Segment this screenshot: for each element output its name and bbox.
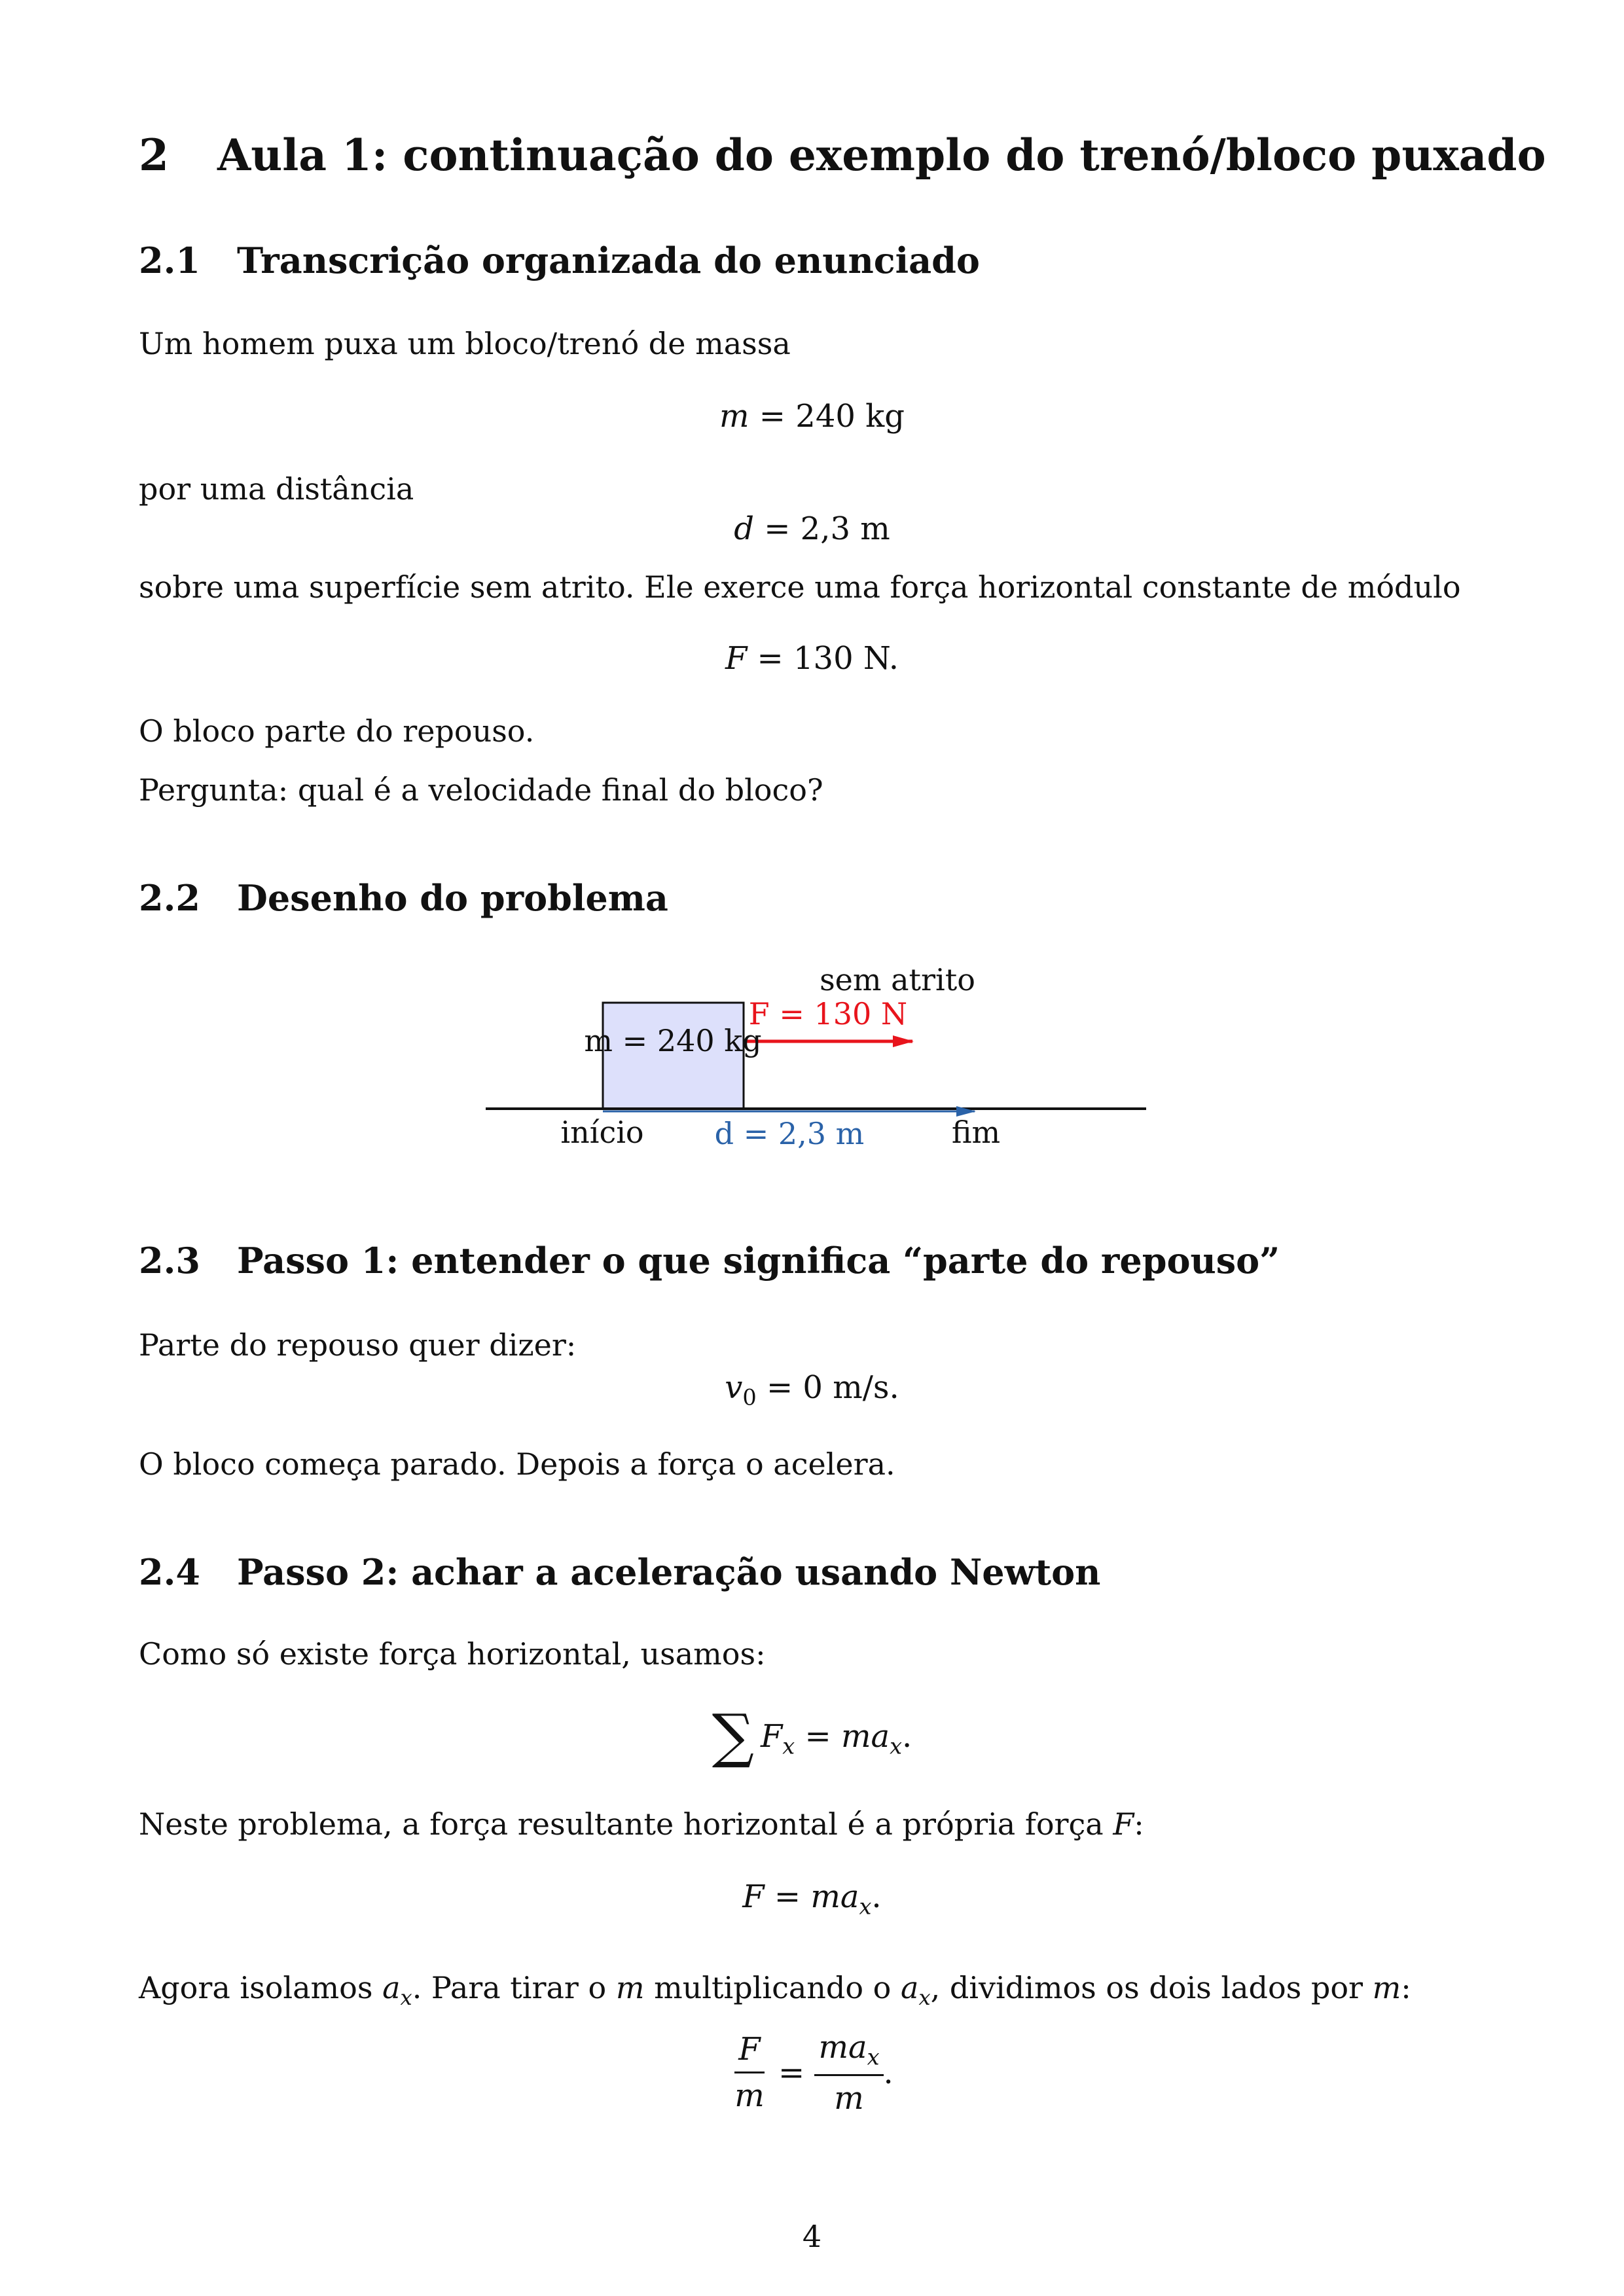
subsection-heading-2-2 <box>139 877 668 919</box>
eq-rest: = 240 kg <box>749 398 905 435</box>
fraction-right <box>814 2029 883 2117</box>
text: multiplicando o <box>644 1970 901 2005</box>
inline-var: m <box>615 1970 645 2005</box>
eq-var: ma <box>840 1718 890 1755</box>
eq-var: ma <box>818 2029 867 2066</box>
subsection-heading-2-4 <box>139 1551 1100 1593</box>
equation-f-ma <box>0 1878 1624 1920</box>
eq-rest: = 2,3 m <box>753 511 890 547</box>
problem-diagram <box>0 942 1624 1191</box>
eq-sign: = <box>795 1718 841 1755</box>
paragraph-starts-stopped: O bloco começa parado. Depois a força o acelera. <box>139 1446 895 1482</box>
eq-var: m <box>719 398 749 435</box>
equation-mass <box>0 398 1624 435</box>
subsection-number: 2.2 <box>139 877 200 919</box>
subsection-title: Desenho do problema <box>237 877 668 919</box>
paragraph-question: Pergunta: qual é a velocidade final do bloco? <box>139 772 823 808</box>
paragraph-horizontal-force: Como só existe força horizontal, usamos: <box>139 1636 766 1672</box>
eq-end: . <box>883 2054 893 2091</box>
subsection-title: Transcrição organizada do enunciado <box>237 240 980 281</box>
distance-label: d = 2,3 m <box>714 1116 865 1151</box>
start-label: início <box>560 1115 644 1150</box>
eq-end: . <box>871 1878 882 1915</box>
inline-var: F <box>1113 1806 1134 1842</box>
frac-den: m <box>834 2079 864 2117</box>
eq-sub: x <box>867 2044 880 2070</box>
force-label: F = 130 N <box>748 996 908 1031</box>
paragraph-rest: O bloco parte do repouso. <box>139 713 535 749</box>
paragraph-distance-intro: por uma distância <box>139 471 414 507</box>
text: : <box>1134 1806 1144 1842</box>
surface-label: sem atrito <box>820 962 975 997</box>
section-title: Aula 1: continuação do exemplo do trenó/bloco puxado <box>217 130 1546 181</box>
subsection-title: Passo 2: achar a aceleração usando Newton <box>237 1551 1101 1593</box>
paragraph-isolate <box>139 1970 1411 2010</box>
subsection-title: Passo 1: entender o que significa “parte do repouso” <box>237 1240 1280 1282</box>
equation-v0 <box>0 1369 1624 1410</box>
inline-sub: x <box>918 1985 931 2011</box>
eq-var: F <box>760 1718 783 1755</box>
eq-rest: = 0 m/s. <box>756 1369 899 1406</box>
text: , dividimos os dois lados por <box>930 1970 1373 2005</box>
inline-var: a <box>382 1970 401 2005</box>
eq-sub: 0 <box>742 1384 757 1410</box>
sum-symbol: ∑ <box>712 1702 754 1770</box>
paragraph-mass-intro: Um homem puxa um bloco/trenó de massa <box>139 326 791 361</box>
frac-num <box>814 2029 883 2076</box>
eq-sub: x <box>859 1893 872 1920</box>
text: Neste problema, a força resultante horizontal é a própria força <box>139 1806 1113 1842</box>
eq-var: d <box>734 511 754 547</box>
subsection-number: 2.1 <box>139 240 200 281</box>
frac-num: F <box>734 2031 764 2073</box>
subsection-heading-2-3 <box>139 1240 1280 1282</box>
equation-distance <box>0 511 1624 547</box>
text: Agora isolamos <box>139 1970 383 2005</box>
eq-var: v <box>725 1369 743 1406</box>
paragraph-resultant-force <box>139 1806 1144 1842</box>
fraction-left <box>731 2031 768 2114</box>
equation-force <box>0 640 1624 677</box>
equation-newton-sum <box>0 1702 1624 1770</box>
text: . Para tirar o <box>412 1970 616 2005</box>
frac-den: m <box>734 2077 765 2115</box>
eq-var: F <box>742 1878 765 1915</box>
end-label: fim <box>951 1115 1001 1150</box>
subsection-heading-2-1 <box>139 240 980 281</box>
paragraph-rest-meaning: Parte do repouso quer dizer: <box>139 1327 577 1363</box>
eq-var: F <box>725 640 748 677</box>
eq-rest: = 130 N. <box>747 640 899 677</box>
equation-divide-by-m <box>0 2029 1624 2117</box>
text: : <box>1401 1970 1411 2005</box>
mass-label: m = 240 kg <box>584 1023 762 1058</box>
paragraph-force-intro: sobre uma superfície sem atrito. Ele exerce uma força horizontal constante de módulo <box>139 569 1461 605</box>
inline-var: m <box>1372 1970 1401 2005</box>
inline-var: a <box>901 1970 919 2005</box>
eq-sign: = <box>768 2054 815 2091</box>
eq-sub: x <box>890 1733 903 1759</box>
eq-var: ma <box>810 1878 859 1915</box>
eq-sign: = <box>764 1878 811 1915</box>
page-number: 4 <box>802 2219 822 2254</box>
subsection-number: 2.3 <box>139 1240 200 1282</box>
section-heading <box>139 130 1546 181</box>
inline-sub: x <box>400 1985 412 2011</box>
subsection-number: 2.4 <box>139 1551 200 1593</box>
section-number: 2 <box>139 130 169 181</box>
eq-end: . <box>902 1718 912 1755</box>
eq-sub: x <box>782 1733 795 1759</box>
